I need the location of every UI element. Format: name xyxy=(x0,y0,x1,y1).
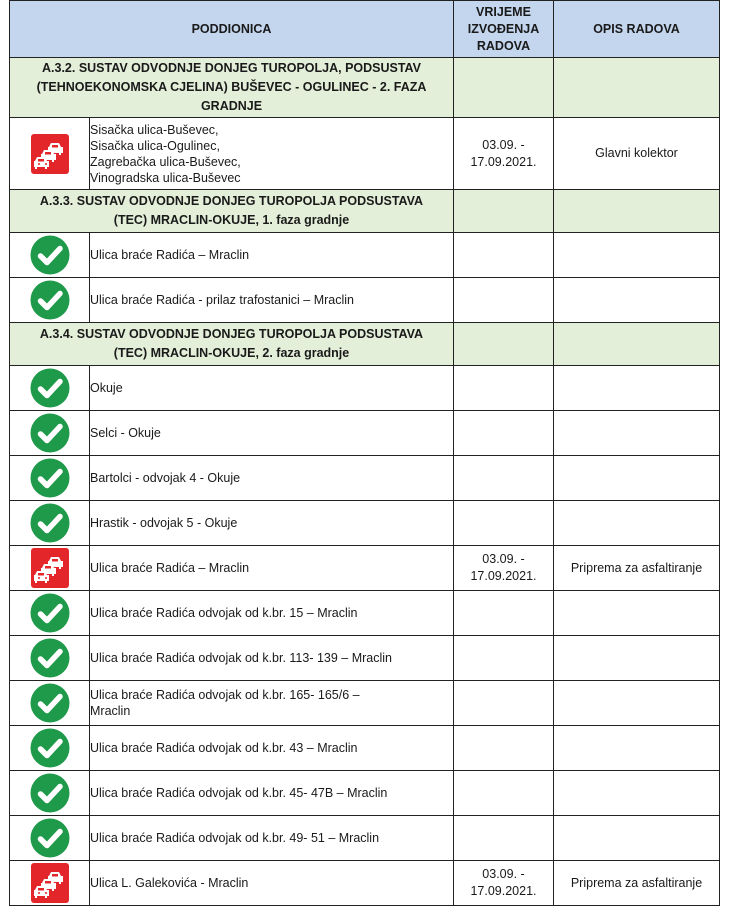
work-description-cell xyxy=(554,816,720,861)
road-name-cell xyxy=(90,366,454,411)
road-name-cell xyxy=(90,546,454,591)
table-row xyxy=(10,591,720,636)
table-row xyxy=(10,501,720,546)
table-row xyxy=(10,456,720,501)
check-circle-icon xyxy=(30,818,70,858)
work-period-cell xyxy=(454,681,554,726)
road-name-line: Vinogradska ulica-Buševec xyxy=(90,170,241,185)
check-circle-icon xyxy=(30,368,70,408)
header-time-line: RADOVA xyxy=(476,38,531,53)
header-time xyxy=(454,1,554,58)
status-cell xyxy=(10,726,90,771)
work-period-cell xyxy=(454,816,554,861)
work-period-line: 03.09. - xyxy=(482,867,525,881)
work-period-cell xyxy=(454,636,554,681)
check-circle-icon xyxy=(30,413,70,453)
section-title-line: (TEC) MRACLIN-OKUJE, 2. faza gradnje xyxy=(113,346,350,360)
status-cell xyxy=(10,411,90,456)
road-name-line: Sisačka ulica-Buševec, xyxy=(90,122,219,137)
road-name-cell xyxy=(90,501,454,546)
section-title-line: (TEHNOEKONOMSKA CJELINA) BUŠEVEC - OGULINEC - 2. FAZA xyxy=(36,80,427,94)
status-cell xyxy=(10,366,90,411)
section-time-cell xyxy=(454,190,554,233)
road-name-line: Okuje xyxy=(90,381,123,395)
table-row xyxy=(10,771,720,816)
section-header-row xyxy=(10,58,720,118)
road-name-cell xyxy=(90,118,454,190)
section-title-line: A.3.3. SUSTAV ODVODNJE DONJEG TUROPOLJA PODSUSTAVA xyxy=(39,194,424,208)
status-cell xyxy=(10,456,90,501)
road-name-line: Ulica braće Radića - prilaz trafostanici – Mraclin xyxy=(90,293,354,307)
table-row xyxy=(10,726,720,771)
check-circle-icon xyxy=(30,503,70,543)
check-circle-icon xyxy=(30,235,70,275)
table-header-row xyxy=(10,1,720,58)
road-name-cell xyxy=(90,816,454,861)
check-circle-icon xyxy=(30,280,70,320)
table-row xyxy=(10,366,720,411)
road-name-line: Zagrebačka ulica-Buševec, xyxy=(90,154,241,169)
section-header-row xyxy=(10,323,720,366)
check-circle-icon xyxy=(30,773,70,813)
road-name-line: Ulica L. Galekovića - Mraclin xyxy=(90,876,249,890)
table-row xyxy=(10,861,720,906)
work-period-line: 17.09.2021. xyxy=(470,569,537,583)
road-name-line: Ulica braće Radića odvojak od k.br. 49- 51 – Mraclin xyxy=(90,831,380,845)
road-name-cell xyxy=(90,278,454,323)
road-name-line: Hrastik - odvojak 5 - Okuje xyxy=(90,516,238,530)
status-cell xyxy=(10,591,90,636)
road-name-cell xyxy=(90,456,454,501)
road-name-line: Ulica braće Radića odvojak od k.br. 15 – Mraclin xyxy=(90,606,358,620)
road-name-line: Ulica braće Radića – Mraclin xyxy=(90,561,250,575)
work-period-line: 17.09.2021. xyxy=(470,154,537,169)
status-cell xyxy=(10,816,90,861)
work-period-cell xyxy=(454,501,554,546)
work-description-cell: Priprema za asfaltiranje xyxy=(554,546,720,591)
work-period-cell xyxy=(454,233,554,278)
work-period-cell xyxy=(454,118,554,190)
table-row xyxy=(10,546,720,591)
header-description: OPIS RADOVA xyxy=(554,1,720,58)
status-cell xyxy=(10,681,90,726)
road-name-cell xyxy=(90,681,454,726)
road-name-line: Selci - Okuje xyxy=(90,426,161,440)
work-description-cell xyxy=(554,681,720,726)
road-name-line: Sisačka ulica-Ogulinec, xyxy=(90,138,220,153)
table-body xyxy=(10,58,720,906)
traffic-jam-icon xyxy=(31,863,69,903)
header-time-line: VRIJEME xyxy=(476,4,531,19)
road-name-cell xyxy=(90,771,454,816)
header-time-line: IZVOĐENJA xyxy=(467,21,540,36)
road-name-line: Ulica braće Radića odvojak od k.br. 43 – Mraclin xyxy=(90,741,358,755)
works-schedule-table xyxy=(9,0,720,906)
section-description-cell xyxy=(554,323,720,366)
section-title-line: A.3.4. SUSTAV ODVODNJE DONJEG TUROPOLJA PODSUSTAVA xyxy=(39,327,424,341)
section-time-cell xyxy=(454,58,554,118)
section-header-row xyxy=(10,190,720,233)
road-name-cell xyxy=(90,726,454,771)
table-row xyxy=(10,411,720,456)
road-name-cell xyxy=(90,233,454,278)
traffic-jam-icon xyxy=(31,548,69,588)
status-cell xyxy=(10,636,90,681)
work-period-cell xyxy=(454,726,554,771)
work-description-cell xyxy=(554,278,720,323)
table-row xyxy=(10,278,720,323)
table-row xyxy=(10,681,720,726)
status-cell xyxy=(10,233,90,278)
work-description-cell xyxy=(554,501,720,546)
check-circle-icon xyxy=(30,728,70,768)
work-period-cell xyxy=(454,278,554,323)
section-title xyxy=(10,190,454,233)
work-period-line: 17.09.2021. xyxy=(470,884,537,898)
work-period-line: 03.09. - xyxy=(482,137,525,152)
check-circle-icon xyxy=(30,638,70,678)
road-name-line: Ulica braće Radića odvojak od k.br. 165- 165/6 – xyxy=(90,688,360,702)
road-name-line: Mraclin xyxy=(90,704,131,718)
road-name-line: Ulica braće Radića odvojak od k.br. 113- 139 – Mraclin xyxy=(90,651,393,665)
table-row xyxy=(10,118,720,190)
work-description-cell: Priprema za asfaltiranje xyxy=(554,861,720,906)
section-title-line: A.3.2. SUSTAV ODVODNJE DONJEG TUROPOLJA, PODSUSTAV xyxy=(42,61,421,75)
work-description-cell xyxy=(554,771,720,816)
work-description-cell xyxy=(554,456,720,501)
section-time-cell xyxy=(454,323,554,366)
check-circle-icon xyxy=(30,593,70,633)
work-description-cell xyxy=(554,591,720,636)
check-circle-icon xyxy=(30,683,70,723)
section-title-line: GRADNJE xyxy=(200,99,263,113)
work-period-cell xyxy=(454,771,554,816)
status-cell xyxy=(10,546,90,591)
check-circle-icon xyxy=(30,458,70,498)
table-row xyxy=(10,816,720,861)
status-cell xyxy=(10,118,90,190)
work-period-cell xyxy=(454,366,554,411)
road-name-line: Ulica braće Radića – Mraclin xyxy=(90,248,250,262)
work-description-cell xyxy=(554,636,720,681)
work-period-line: 03.09. - xyxy=(482,552,525,566)
work-description-cell xyxy=(554,726,720,771)
section-description-cell xyxy=(554,58,720,118)
header-section: PODDIONICA xyxy=(10,1,454,58)
section-title-line: (TEC) MRACLIN-OKUJE, 1. faza gradnje xyxy=(113,213,350,227)
work-description-cell: Glavni kolektor xyxy=(554,118,720,190)
section-title xyxy=(10,58,454,118)
road-name-cell xyxy=(90,861,454,906)
road-name-cell xyxy=(90,591,454,636)
work-period-cell xyxy=(454,861,554,906)
road-name-cell xyxy=(90,636,454,681)
table-row xyxy=(10,233,720,278)
road-name-line: Bartolci - odvojak 4 - Okuje xyxy=(90,471,241,485)
work-description-cell xyxy=(554,366,720,411)
work-period-cell xyxy=(454,411,554,456)
status-cell xyxy=(10,501,90,546)
traffic-jam-icon xyxy=(31,134,69,174)
work-period-cell xyxy=(454,546,554,591)
table-row xyxy=(10,636,720,681)
road-name-line: Ulica braće Radića odvojak od k.br. 45- 47B – Mraclin xyxy=(90,786,388,800)
section-title xyxy=(10,323,454,366)
status-cell xyxy=(10,861,90,906)
road-name-cell xyxy=(90,411,454,456)
status-cell xyxy=(10,771,90,816)
work-description-cell xyxy=(554,411,720,456)
work-period-cell xyxy=(454,456,554,501)
work-description-cell xyxy=(554,233,720,278)
work-period-cell xyxy=(454,591,554,636)
section-description-cell xyxy=(554,190,720,233)
status-cell xyxy=(10,278,90,323)
